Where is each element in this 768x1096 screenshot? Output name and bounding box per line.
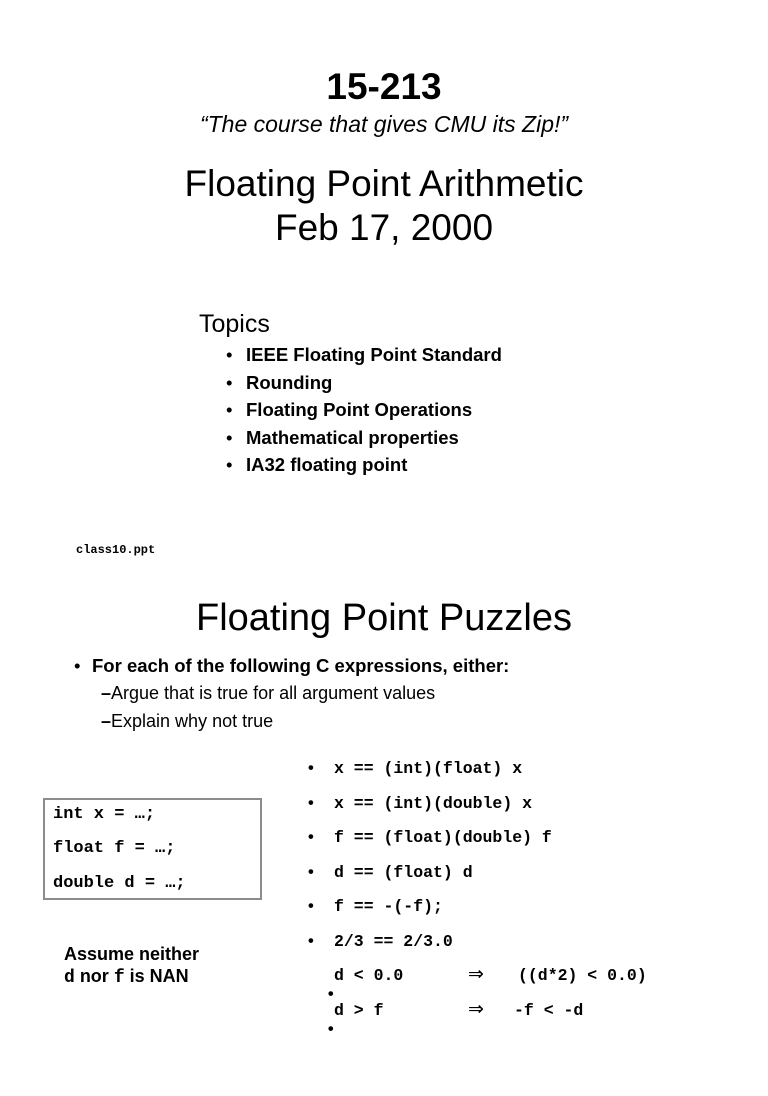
implies-arrow-icon: ⇒ — [468, 963, 484, 985]
assumption-line-1: Assume neither — [64, 944, 200, 964]
dash: – — [101, 683, 112, 703]
topic-label: IA32 floating point — [246, 454, 408, 475]
file-name: class10.ppt — [76, 543, 156, 557]
expression-item — [308, 863, 473, 882]
declaration-line: int x = …; — [53, 805, 156, 824]
expression-item — [308, 828, 552, 847]
bullet: • — [226, 344, 233, 365]
bullet: • — [308, 932, 314, 950]
topic-item — [226, 398, 502, 426]
bullet: • — [226, 454, 233, 475]
sub-item-text: Explain why not true — [111, 711, 274, 731]
assumption-text: is NAN — [124, 966, 189, 986]
expression-code: f == -(-f); — [334, 897, 443, 916]
topic-item — [226, 371, 502, 399]
bullet: • — [308, 897, 314, 915]
bullet: • — [74, 655, 81, 676]
bullet: • — [327, 1020, 334, 1038]
expression-item — [308, 897, 443, 916]
implication-right: -f < -d — [514, 1001, 584, 1020]
course-number: 15-213 — [326, 66, 442, 107]
topic-label: Rounding — [246, 371, 333, 393]
bullet: • — [226, 371, 233, 393]
bullet: • — [308, 863, 314, 881]
sub-item-text: Argue that is true for all argument values — [111, 683, 436, 703]
sub-item — [101, 711, 273, 732]
topics-heading: Topics — [199, 310, 270, 338]
course-tagline: “The course that gives CMU its Zip!” — [199, 111, 569, 137]
bullet: • — [308, 828, 314, 846]
topic-label: Mathematical properties — [246, 426, 459, 448]
expression-code: x == (int)(float) x — [334, 759, 523, 778]
implication-right: ((d*2) < 0.0) — [518, 966, 647, 985]
bullet: • — [226, 399, 233, 420]
expression-item — [308, 794, 532, 813]
topic-label: Floating Point Operations — [246, 399, 473, 420]
implication-left: d > f — [334, 1001, 384, 1020]
puzzles-title: Floating Point Puzzles — [196, 597, 572, 639]
bullet: • — [327, 985, 334, 1003]
intro-text: For each of the following C expressions, either: — [92, 655, 510, 676]
implication-item — [308, 998, 584, 1096]
expression-code: 2/3 == 2/3.0 — [334, 932, 453, 951]
assumption-var-d: d — [64, 968, 75, 988]
declarations-box — [43, 798, 262, 900]
expression-code: x == (int)(double) x — [334, 794, 533, 813]
expression-item — [308, 932, 453, 951]
declaration-line: float f = …; — [53, 839, 176, 858]
declaration-line: double d = …; — [53, 874, 186, 893]
topic-item — [226, 343, 502, 371]
expression-code: f == (float)(double) f — [334, 828, 552, 847]
topic-label: IEEE Floating Point Standard — [246, 344, 502, 365]
expression-code: d == (float) d — [334, 863, 473, 882]
dash: – — [101, 711, 112, 731]
intro-item — [74, 655, 509, 677]
slide-date: Feb 17, 2000 — [274, 207, 494, 248]
implies-arrow-icon: ⇒ — [468, 998, 484, 1020]
bullet: • — [308, 759, 314, 777]
topics-list — [226, 343, 502, 481]
slide-title: Floating Point Arithmetic — [184, 163, 584, 204]
bullet: • — [308, 794, 314, 812]
topic-item — [226, 453, 502, 481]
expression-item — [308, 759, 522, 778]
sub-item — [101, 683, 435, 704]
bullet: • — [226, 426, 233, 448]
implication-left: d < 0.0 — [334, 966, 404, 985]
assumption-var-f: f — [113, 968, 125, 988]
assumption-text: nor — [74, 966, 114, 986]
assumption-line-2 — [64, 966, 189, 988]
topic-item — [226, 426, 502, 454]
